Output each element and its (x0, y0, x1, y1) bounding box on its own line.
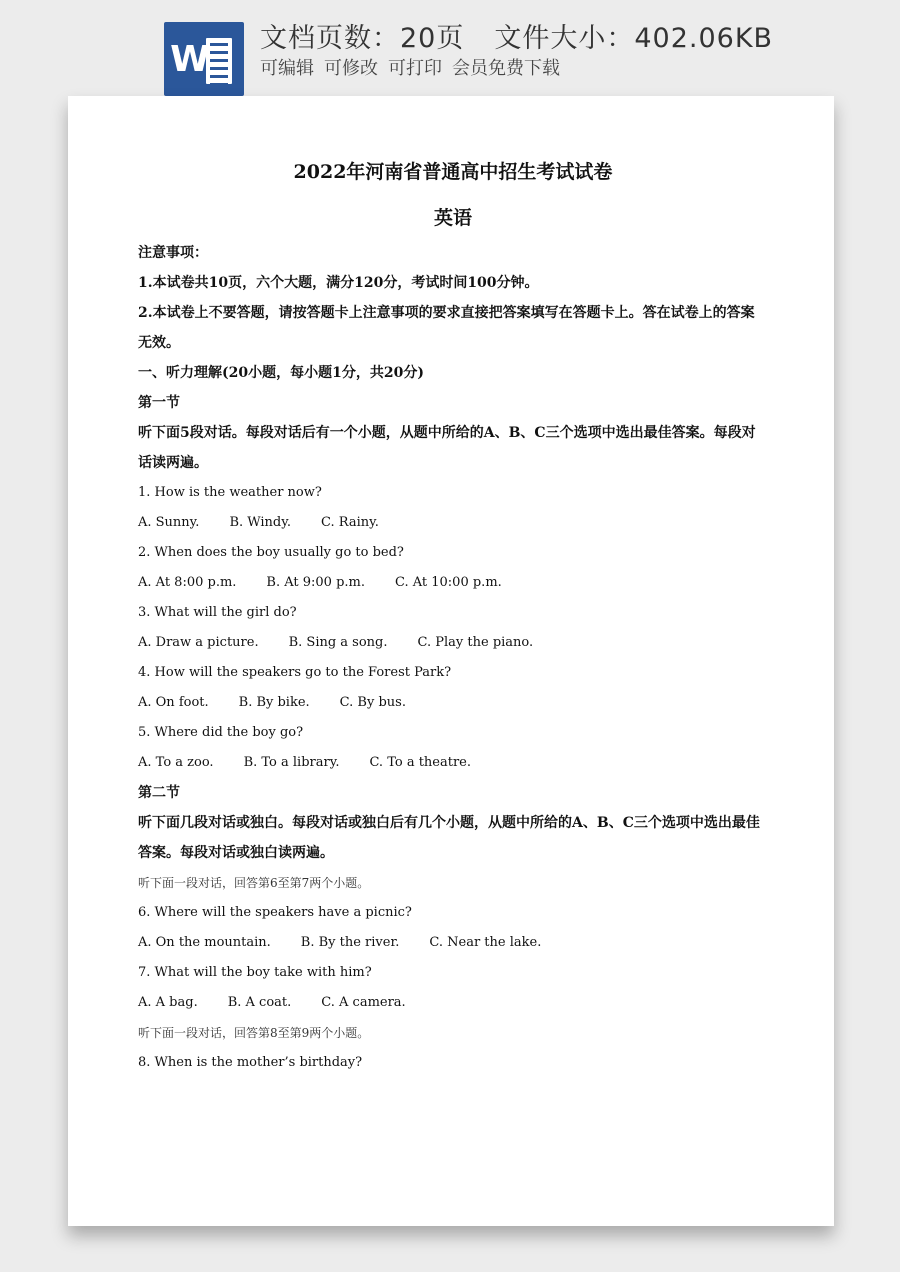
page-count: 文档页数：20页 (260, 23, 465, 54)
option: A. Draw a picture. (138, 635, 259, 650)
option: B. Sing a song. (288, 635, 388, 650)
question-text: 2. When does the boy usually go to bed? (138, 545, 404, 560)
question-text: 6. Where will the speakers have a picnic? (138, 905, 412, 920)
download-banner (0, 0, 900, 100)
notice-item-2: 2.本试卷上不要答题，请按答题卡上注意事项的要求直接把答案填写在答题卡上。答在试卷上的答案无效。 (138, 305, 755, 351)
section-one-heading: 第一节 (138, 395, 180, 411)
section-two-heading: 第二节 (138, 785, 180, 801)
feature-member-download: 会员免费下载 (452, 58, 560, 79)
question-options (138, 988, 768, 1018)
option: A. On the mountain. (138, 935, 271, 950)
question-options (138, 568, 768, 598)
word-logo-letter: W (170, 39, 210, 80)
option: C. To a theatre. (369, 755, 472, 770)
option: B. A coat. (227, 995, 292, 1010)
question-text: 7. What will the boy take with him? (138, 965, 372, 980)
file-size: 文件大小：402.06KB (494, 23, 774, 54)
option: B. At 9:00 p.m. (266, 575, 365, 590)
dialog-note: 听下面一段对话，回答第8至第9两个小题。 (138, 1026, 370, 1040)
option: C. A camera. (321, 995, 406, 1010)
question-list-section-one (138, 478, 768, 778)
document-page (68, 96, 834, 1226)
feature-modifiable: 可修改 (324, 58, 378, 79)
exam-title: 2022年河南省普通高中招生考试试卷 (293, 161, 613, 183)
section-two-instructions: 听下面几段对话或独白。每段对话或独白后有几个小题，从题中所给的A、B、C三个选项中选出最佳答案。每段对话或独白读两遍。 (138, 815, 760, 861)
question-options (138, 508, 768, 538)
option: A. At 8:00 p.m. (138, 575, 237, 590)
question-options (138, 628, 768, 658)
question-text: 1. How is the weather now? (138, 485, 322, 500)
question-options (138, 688, 768, 718)
feature-list (260, 54, 570, 82)
word-document-icon (164, 22, 244, 96)
option: A. To a zoo. (138, 755, 214, 770)
notice-item-1: 1.本试卷共10页，六个大题，满分120分，考试时间100分钟。 (138, 275, 539, 291)
question-text: 5. Where did the boy go? (138, 725, 304, 740)
file-info (260, 16, 803, 56)
option: A. Sunny. (138, 515, 200, 530)
exam-subject: 英语 (433, 207, 472, 229)
option: A. On foot. (138, 695, 209, 710)
feature-printable: 可打印 (388, 58, 442, 79)
part-one-heading: 一、听力理解(20小题，每小题1分，共20分) (138, 365, 424, 381)
option: C. Play the piano. (417, 635, 534, 650)
option: A. A bag. (138, 995, 198, 1010)
question-options (138, 748, 768, 778)
option: C. By bus. (339, 695, 406, 710)
question-text: 3. What will the girl do? (138, 605, 297, 620)
question-text: 8. When is the mother’s birthday? (138, 1055, 363, 1070)
option: C. Rainy. (321, 515, 379, 530)
question-options (138, 928, 768, 958)
question-text: 4. How will the speakers go to the Forest Park? (138, 665, 452, 680)
option: B. Windy. (229, 515, 291, 530)
section-one-instructions: 听下面5段对话。每段对话后有一个小题，从题中所给的A、B、C三个选项中选出最佳答案。每段对话读两遍。 (138, 425, 756, 471)
dialog-note: 听下面一段对话，回答第6至第7两个小题。 (138, 876, 370, 890)
option: C. Near the lake. (429, 935, 542, 950)
feature-editable: 可编辑 (260, 58, 314, 79)
question-list-section-two (138, 898, 768, 1018)
option: B. By the river. (300, 935, 400, 950)
notice-heading: 注意事项： (138, 245, 208, 261)
option: B. To a library. (243, 755, 340, 770)
option: B. By bike. (238, 695, 310, 710)
document-content (138, 156, 768, 1078)
option: C. At 10:00 p.m. (395, 575, 502, 590)
